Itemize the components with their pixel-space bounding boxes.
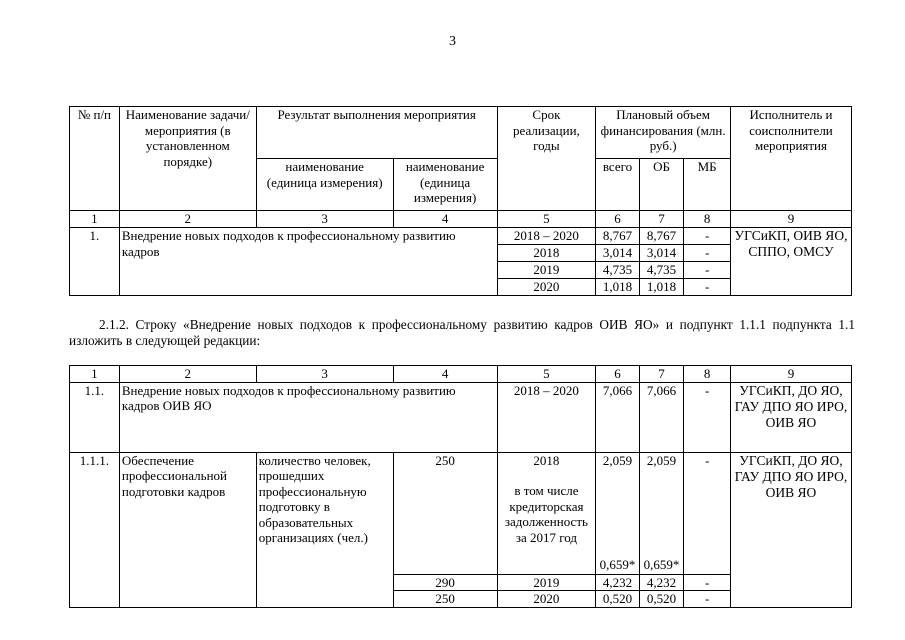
row-mb: -: [684, 279, 731, 296]
subrow-period: 2020: [497, 591, 596, 608]
header-fin-mb: МБ: [684, 159, 731, 211]
row-period: 2018: [497, 245, 596, 262]
col-number: 1: [70, 211, 120, 228]
row-total: 1,018: [596, 279, 640, 296]
subrow-result: количество человек, прошедших профессиональную подготовку в образовательных организациях (чел.): [256, 452, 393, 607]
col-number: 1: [70, 366, 120, 383]
col-number: 2: [119, 366, 256, 383]
subrow-num: 1.1.1.: [70, 452, 120, 607]
row-ob: 3,014: [639, 245, 684, 262]
subrow-total: 4,232: [596, 574, 640, 591]
col-number: 5: [497, 366, 596, 383]
row-task: Внедрение новых подходов к профессиональному развитию кадров ОИВ ЯО: [119, 382, 497, 452]
subrow-period-cell: [497, 452, 596, 574]
row-ob: 4,735: [639, 262, 684, 279]
col-number: 8: [684, 211, 731, 228]
row-num: 1.1.: [70, 382, 120, 452]
header-result-name2: наименование (единица измерения): [393, 159, 497, 211]
row-ob: 8,767: [639, 228, 684, 245]
subrow-ob-note: 0,659*: [643, 557, 680, 572]
subrow-total: 2,059: [602, 452, 633, 468]
header-result-name1: наименование (единица измерения): [256, 159, 393, 211]
row-total: 7,066: [596, 382, 640, 452]
row-mb: -: [684, 262, 731, 279]
col-number: 8: [684, 366, 731, 383]
subrow-mb: -: [684, 574, 731, 591]
header-period: Срок реализации, годы: [497, 107, 596, 211]
subrow-period: 2018: [533, 452, 560, 468]
row-task: Внедрение новых подходов к профессиональному развитию кадров: [119, 228, 497, 296]
header-result: Результат выполнения мероприятия: [256, 107, 497, 159]
row-total: 8,767: [596, 228, 640, 245]
subrow-ob-cell: [639, 452, 684, 574]
subrow-ob: 2,059: [646, 452, 677, 468]
subrow-mb: -: [684, 452, 731, 574]
col-number: 5: [497, 211, 596, 228]
header-finance: Плановый объем финансирования (млн. руб.): [596, 107, 731, 159]
subrow-value: 250: [393, 452, 497, 574]
header-fin-ob: ОБ: [639, 159, 684, 211]
col-number: 9: [730, 211, 851, 228]
subrow-ob: 0,520: [639, 591, 684, 608]
row-executor: УГСиКП, ОИВ ЯО, СППО, ОМСУ: [730, 228, 851, 296]
subrow-value: 250: [393, 591, 497, 608]
col-number: 4: [393, 366, 497, 383]
row-period: 2020: [497, 279, 596, 296]
row-mb: -: [684, 245, 731, 262]
subrow-executor: УГСиКП, ДО ЯО, ГАУ ДПО ЯО ИРО, ОИВ ЯО: [730, 452, 851, 607]
row-total: 4,735: [596, 262, 640, 279]
col-number: 6: [596, 211, 640, 228]
row-num: 1.: [70, 228, 120, 296]
row-ob: 7,066: [639, 382, 684, 452]
col-number: 9: [730, 366, 851, 383]
col-number: 2: [119, 211, 256, 228]
row-executor: УГСиКП, ДО ЯО, ГАУ ДПО ЯО ИРО, ОИВ ЯО: [730, 382, 851, 452]
col-number: 7: [639, 366, 684, 383]
header-executor: Исполнитель и соисполнители мероприятия: [730, 107, 851, 211]
table-amendment: [69, 365, 852, 608]
row-period: 2018 – 2020: [497, 228, 596, 245]
col-number: 7: [639, 211, 684, 228]
row-mb: -: [684, 228, 731, 245]
subrow-total: 0,520: [596, 591, 640, 608]
col-number: 3: [256, 211, 393, 228]
header-num: № п/п: [70, 107, 120, 211]
row-period: 2019: [497, 262, 596, 279]
header-fin-total: всего: [596, 159, 640, 211]
subrow-period-note: в том числе кредиторская задолженность за 2017 год: [504, 483, 588, 545]
col-number: 6: [596, 366, 640, 383]
header-task: Наименование задачи/ мероприятия (в установленном порядке): [119, 107, 256, 211]
row-period: 2018 – 2020: [497, 382, 596, 452]
subrow-ob: 4,232: [639, 574, 684, 591]
subrow-total-note: 0,659*: [599, 557, 636, 572]
subrow-period: 2019: [497, 574, 596, 591]
col-number: 4: [393, 211, 497, 228]
row-mb: -: [684, 382, 731, 452]
table-header-block: [69, 106, 852, 296]
row-ob: 1,018: [639, 279, 684, 296]
subrow-total-cell: [596, 452, 640, 574]
amendment-paragraph: 2.1.2. Строку «Внедрение новых подходов к профессиональному развитию кадров ОИВ ЯО» и подпункт 1.1.1 подпункта 1.1 изложить в следующей редакции:: [69, 317, 855, 348]
col-number: 3: [256, 366, 393, 383]
row-total: 3,014: [596, 245, 640, 262]
subrow-mb: -: [684, 591, 731, 608]
page-number: 3: [449, 34, 456, 49]
subrow-value: 290: [393, 574, 497, 591]
subrow-task: Обеспечение профессиональной подготовки кадров: [119, 452, 256, 607]
